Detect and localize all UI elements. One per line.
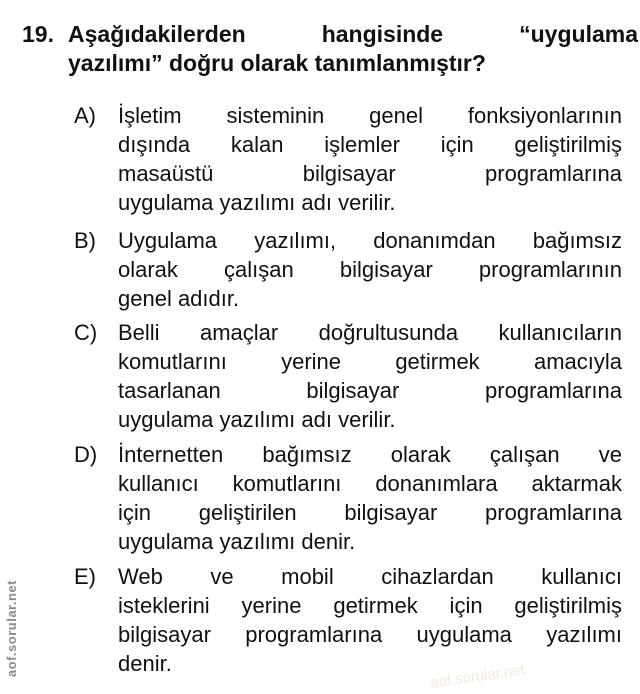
option-text — [118, 440, 622, 556]
option-label: A) — [74, 103, 96, 128]
option-text — [118, 562, 622, 678]
option-line: dışında kalan işlemler için geliştirilmiş — [118, 132, 622, 157]
question-line: Aşağıdakilerden hangisinde “uygulama — [68, 21, 638, 47]
option-text — [118, 318, 622, 434]
option-label: D) — [74, 442, 98, 467]
option-line: kullanıcı komutlarını donanımlara aktarmak — [118, 471, 622, 496]
option-line: uygulama yazılımı adı verilir. — [118, 407, 396, 432]
option-line: olarak çalışan bilgisayar programlarının — [118, 257, 622, 282]
question-number: 19. — [22, 21, 54, 47]
watermark-diagonal: aof.sorular.net — [429, 661, 526, 692]
option-line: Web ve mobil cihazlardan kullanıcı — [118, 564, 622, 589]
option-line: bilgisayar programlarına uygulama yazılımı — [118, 622, 622, 647]
option-label: E) — [74, 564, 96, 589]
option-line: İşletim sisteminin genel fonksiyonlarının — [118, 103, 622, 128]
option-line: İnternetten bağımsız olarak çalışan ve — [118, 442, 622, 467]
option-line: tasarlanan bilgisayar programlarına — [118, 378, 622, 403]
watermark-side: aof.sorular.net — [4, 580, 19, 678]
option-line: isteklerini yerine getirmek için geliştirilmiş — [118, 593, 622, 618]
option-line: Belli amaçlar doğrultusunda kullanıcıların — [118, 320, 622, 345]
option-line: denir. — [118, 651, 172, 676]
option-line: komutlarını yerine getirmek amacıyla — [118, 349, 622, 374]
option-line: uygulama yazılımı denir. — [118, 529, 356, 554]
option-line: masaüstü bilgisayar programlarına — [118, 161, 622, 186]
question-text — [68, 20, 638, 78]
question-line: yazılımı” doğru olarak tanımlanmıştır? — [68, 50, 486, 76]
option-line: için geliştirilen bilgisayar programlarına — [118, 500, 622, 525]
option-line: genel adıdır. — [118, 286, 240, 311]
option-text — [118, 101, 622, 217]
option-label: B) — [74, 228, 96, 253]
option-label: C) — [74, 320, 98, 345]
option-line: uygulama yazılımı adı verilir. — [118, 190, 396, 215]
option-text — [118, 226, 622, 313]
option-line: Uygulama yazılımı, donanımdan bağımsız — [118, 228, 622, 253]
